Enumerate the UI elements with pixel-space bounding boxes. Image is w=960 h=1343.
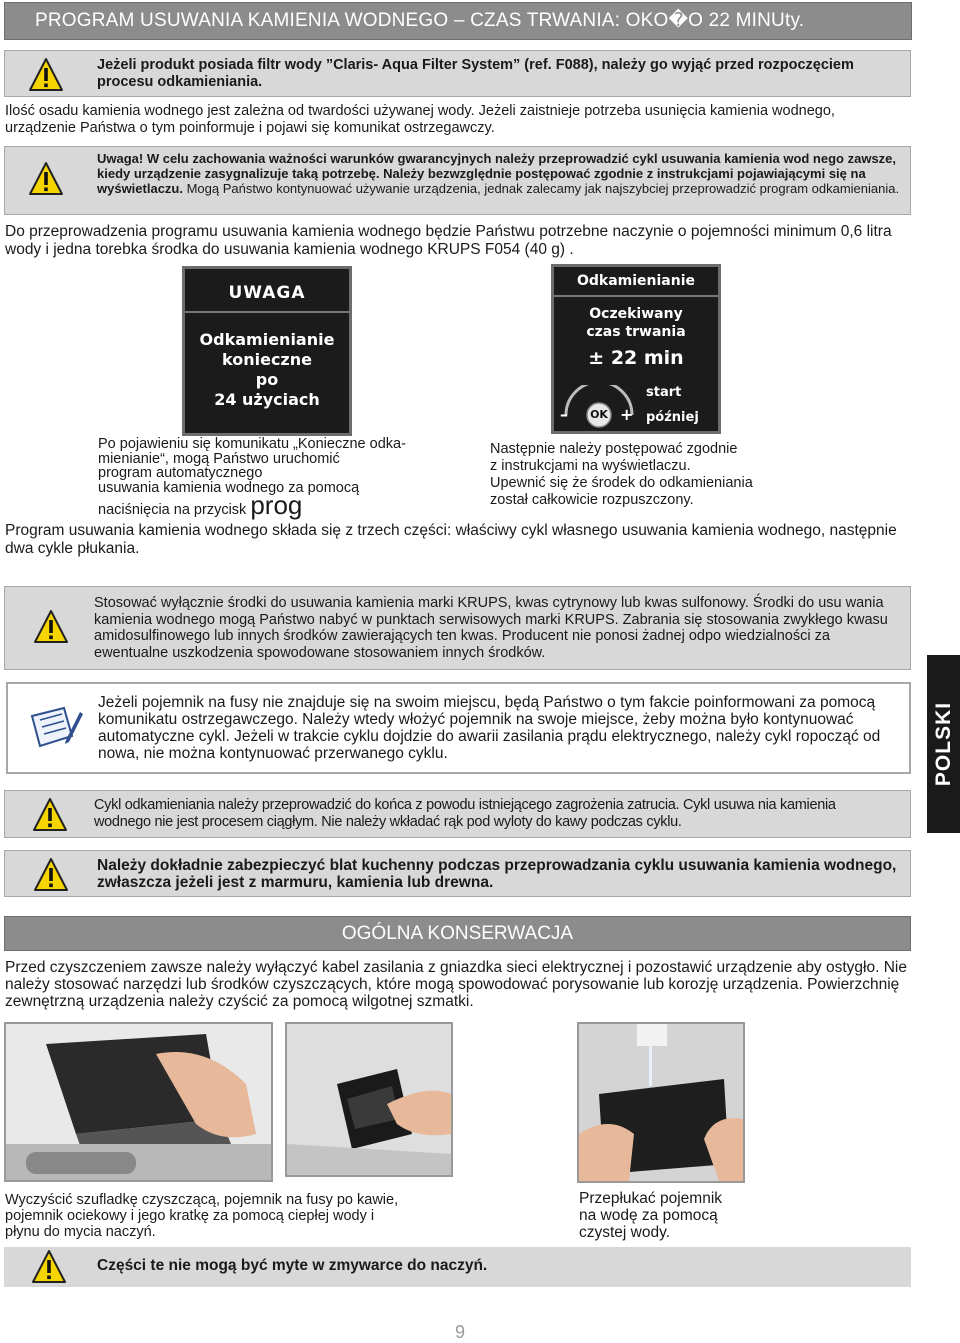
caption-rinse: Przepłukać pojemnik na wodę za pomocą czystej wody.: [579, 1190, 723, 1241]
intro-text: Ilość osadu kamienia wodnego jest zależna od twardości używanej wody. Jeżeli zaistnieje potrzeba usunięcia kamienia wodnego, urządzenie Państwa o tym poinformuje i pojawi się komunikat ostrzegawczy.: [5, 103, 835, 136]
note-container-box: [6, 682, 911, 774]
warning-filter-box: [4, 50, 911, 97]
warranty-bold: Uwaga! W celu zachowania ważności warunków gwarancyjnych należy przeprowadzić cykl usuwania kamienia wod nego zawsze, kiedy urządzenie zasygnalizuje taką potrzebę. Należy bezwzględnie postępować zgodnie z instrukcjami pojawiającymi się na wyświetlaczu.: [97, 151, 897, 196]
caption-left-text: Po pojawieniu się komunikatu „Konieczne odka- mienianie“, mogą Państwo uruchomić program automatycznego usuwania kamienia wodnego za pomocą naciśnięcia na przycisk: [98, 436, 406, 518]
language-tab-label: POLSKI: [931, 701, 955, 787]
requirements-text: Do przeprowadzenia programu usuwania kamienia wodnego będzie Państwu potrzebne naczynie o pojemności minimum 0,6 litra wody i jedna torebka środka do usuwania kamienia wodnego KRUPS F054 (40 g) .: [5, 223, 892, 258]
ok-button-icon: OK: [590, 408, 608, 421]
caption-right: Następnie należy postępować zgodnie z instrukcjami na wyświetlaczu. Upewnić się że środek do odkamieniania został całkowicie rozpuszczony.: [490, 441, 753, 508]
warning-triangle-icon: [28, 161, 64, 197]
warning-warranty-text: [97, 151, 907, 196]
program-parts-text: Program usuwania kamienia wodnego składa się z trzech części: właściwy cykl własnego usuwania kamienia wodnego, następnie dwa cykle płukania.: [5, 522, 897, 557]
warning-products-text: Stosować wyłącznie środki do usuwania kamienia marki KRUPS, kwas cytrynowy lub kwas sulfonowy. Środki do usu wania kamienia wodnego mogą Państwo nabyć w punktach serwisowych marki KRUPS. Zabrania się stosowania zwykłego kwasu amidosulfinowego lub innych środków zawierających ten kwas. Producent nie ponosi żadnej odpo wiedzialności za ewentualne uszkodzenia spowodowane stosowaniem innych środków.: [94, 595, 888, 661]
warning-triangle-icon: [32, 797, 68, 833]
section-title: OGÓLNA KONSERWACJA: [341, 923, 574, 944]
warning-products-box: [4, 586, 911, 670]
note-pen-icon: [28, 704, 84, 750]
screen-line: konieczne: [222, 350, 312, 369]
display-screen-duration: [551, 264, 721, 434]
photo-drawer-cleaning: [4, 1022, 273, 1182]
warning-warranty-box: [4, 146, 911, 215]
warning-triangle-icon: [33, 609, 69, 645]
minus-sign: –: [560, 405, 568, 424]
screen-header: UWAGA: [228, 283, 306, 303]
warning-triangle-icon: [33, 857, 69, 893]
program-header: PROGRAM USUWANIA KAMIENIA WODNEGO – CZAS TRWANIA: OKO�O 22 MINUty.: [4, 2, 912, 40]
screen-line: Oczekiwany: [589, 306, 683, 322]
screen-line: Odkamienianie: [199, 330, 335, 349]
screen-time: ± 22 min: [588, 347, 684, 369]
screen-divider: [554, 295, 718, 297]
warning-surface-box: [4, 850, 911, 897]
page-number: 9: [454, 1322, 465, 1342]
screen-line: po: [255, 370, 279, 389]
warning-dishwasher-box: [4, 1247, 911, 1287]
screen-later-label: później: [646, 410, 699, 425]
screen-line: czas trwania: [586, 324, 686, 340]
maintenance-text: Przed czyszczeniem zawsze należy wyłączyć kabel zasilania z gniazdka sieci elektrycznej i pozostawić urządzenie aby ostygło. Nie należy stosować narzędzi lub środków czyszczących, które mogą spowodować porysowanie lub korozję urządzenia. Powierzchnię zewnętrzną urządzenia należy czyścić za pomocą wilgotnej szmatki.: [5, 959, 907, 1010]
warning-filter-text: Jeżeli produkt posiada filtr wody ”Claris- Aqua Filter System” (ref. F088), należy go wyjąć przed rozpoczęciem procesu odkamieniania.: [97, 57, 854, 90]
warning-cycle-box: [4, 790, 911, 838]
note-container-text: Jeżeli pojemnik na fusy nie znajduje się na swoim miejscu, będą Państwo o tym fakcie poinformowani za pomocą komunikatu ostrzegawczego. Należy wtedy włożyć pojemnik na swoje miejsce, żeby można było kontynuować automatyczne cykl. Jeżeli w trakcie cyklu dojdzie do awarii zasilania prądu elektrycznego, należy cykl ropocząć od nowa, nie można kontynuować przerwanego cyklu.: [98, 694, 881, 762]
photo-container-cleaning: [285, 1022, 453, 1177]
screen-header: Odkamienianie: [576, 273, 696, 289]
screen-divider: [185, 311, 349, 313]
warning-surface-text: Należy dokładnie zabezpieczyć blat kuchenny podczas przeprowadzania cyklu usuwania kamienia wodnego, zwłaszcza jeżeli jest z marmuru, kamienia lub drewna.: [97, 857, 897, 891]
photo-tank-rinsing: [577, 1022, 745, 1183]
plus-sign: +: [620, 405, 634, 424]
caption-left: [98, 437, 458, 518]
display-screen-warning: [182, 266, 352, 436]
warning-triangle-icon: [31, 1249, 67, 1285]
screen-start-label: start: [646, 385, 682, 400]
prog-button-label: prog: [250, 490, 303, 520]
language-tab: [927, 655, 960, 833]
warranty-normal: Mogą Państwo kontynuować używanie urządzenia, jednak zalecamy jak najszybciej przeprowadzić program odkamieniania.: [182, 181, 900, 196]
warning-cycle-text: Cykl odkamieniania należy przeprowadzić do końca z powodu istniejącego zagrożenia zatrucia. Cykl usuwa nia kamienia wodnego nie jest procesem ciągłym. Nie należy wkładać rąk pod wyloty do kawy podczas cyklu.: [94, 797, 836, 830]
caption-clean: Wyczyścić szufladkę czyszczącą, pojemnik na fusy po kawie, pojemnik ociekowy i jego kratkę za pomocą ciepłej wody i płynu do mycia naczyń.: [5, 1192, 399, 1240]
warning-dishwasher-text: Części te nie mogą być myte w zmywarce do naczyń.: [97, 1257, 488, 1274]
warning-triangle-icon: [28, 57, 64, 93]
screen-line: 24 użyciach: [214, 390, 320, 409]
section-title-bar: [4, 916, 911, 951]
